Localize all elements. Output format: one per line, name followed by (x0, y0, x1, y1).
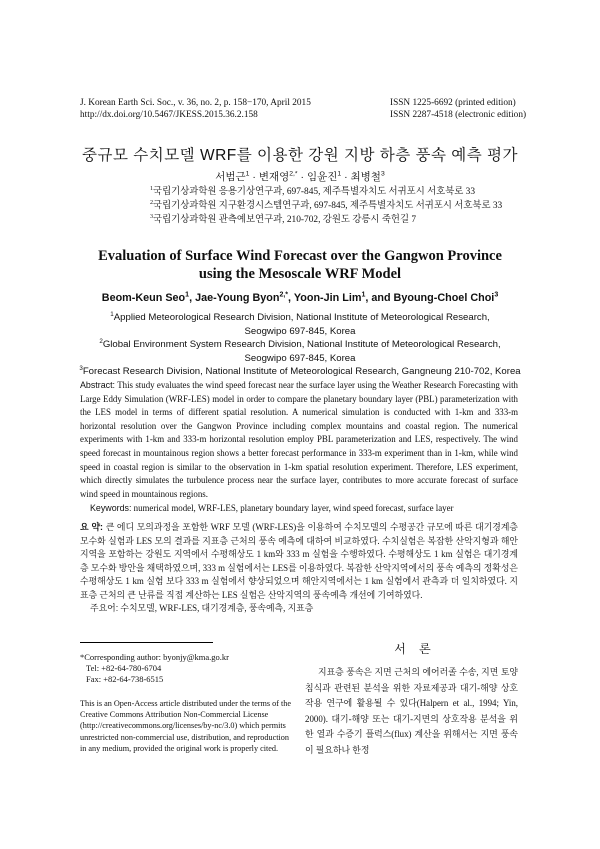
author-affil-mark: 1 (245, 170, 250, 178)
author-affil-mark: 3 (494, 291, 499, 299)
affiliation-mark: 1 (110, 310, 114, 318)
corresponding-fax: Fax: +82-64-738-6515 (86, 674, 164, 685)
author-affil-mark: 1 (337, 170, 342, 178)
affiliation-text: Applied Meteorological Research Division, National Institute of Meteorological Research, (113, 312, 490, 323)
korean-keywords (90, 601, 313, 614)
affiliation-line (150, 185, 502, 199)
introduction-text: 지표층 풍속은 지면 근처의 에어러졸 수송, 지면 토양 침식과 관련된 분석을 위한 자료제공과 대기-해양 상호 작용 연구에 활용될 수 있다(Halpern et al., 1994; Yin, 2000). 대기-해양 또는 대기-지면의 상호작용 분석을 위한 열과 수증기 플럭스(flux) 계산을 위해서는 지면 풍속이 필요하나 한정 (305, 667, 518, 755)
footnote-divider (80, 642, 213, 643)
affiliation-mark: 1 (150, 185, 154, 192)
korean-abstract-text: 큰 에디 모의과정을 포함한 WRF 모델 (WRF-LES)을 이용하여 수치모델의 수평공간 규모에 따른 대기경계층 모수화 실험과 LES 모의 결과를 지표층 근처의 풍속 예측에 대하여 비교하였다. 수치실험은 복잡한 산악지형과 해안지역을 포함하는 강원도 지역에서 수평해상도 1 km와 333 m 실험을 수행하였다. 수평해상도 1 km 실험은 대기경계층 모수화 방안을 채택하였으며, 333 m 실험에서는 LES를 이용하였다. 복잡한 산악지역에서의 풍속 예측의 정확성은 수평해상도 1 km 실험 보다 333 m 실험에서 향상되었으며 해안지역에서는 1 km 실험에서 관측과 더 일치하였다. 지표층 근처의 큰 난류를 직접 계산하는 LES 실험은 산악지역의 풍속예측 개선에 기여하였다. (80, 522, 518, 600)
affiliation-mark: 3 (150, 213, 154, 220)
author-name: 임윤진 (306, 171, 338, 183)
author-name: 서범근 (215, 171, 246, 183)
author-affil-mark: 2,* (279, 291, 289, 299)
section-heading-introduction: 서 론 (394, 642, 436, 656)
author-affil-mark: 3 (380, 170, 385, 178)
korean-keywords-text: 수치모델, WRF-LES, 대기경계층, 풍속예측, 지표층 (120, 603, 314, 613)
korean-authors (0, 169, 600, 184)
journal-citation (80, 97, 311, 121)
corresponding-email: *Corresponding author: byonjy@kma.go.kr (80, 652, 230, 662)
abstract-label: Abstract: (80, 380, 116, 390)
korean-title: 중규모 수치모델 WRF를 이용한 강원 지방 하층 풍속 예측 평가 (82, 147, 518, 164)
english-title (0, 247, 600, 283)
affiliation-mark: 2 (99, 337, 103, 345)
keywords-label: Keywords: (90, 503, 132, 513)
journal-reference: J. Korean Earth Sci. Soc., v. 36, no. 2, p. 158−170, April 2015 (80, 98, 311, 108)
author-name: Jae-Young Byon (195, 292, 280, 304)
author-separator: , and (365, 292, 394, 304)
author-separator: , (189, 292, 196, 304)
english-authors (0, 292, 600, 304)
affiliation-line (0, 311, 600, 325)
affiliation-line (0, 338, 600, 352)
keywords (90, 502, 518, 514)
affiliation-text: Global Environment System Research Division, National Institute of Meteorological Research, (102, 339, 501, 350)
korean-abstract (80, 521, 518, 603)
issn-block (390, 97, 526, 121)
english-title-line: using the Mesoscale WRF Model (198, 266, 402, 282)
affiliation-city: Seogwipo 697-845, Korea (244, 325, 356, 337)
affiliation-mark: 3 (79, 364, 83, 372)
corresponding-tel: Tel: +82-64-780-6704 (86, 663, 162, 674)
author-affil-mark: 2,* (289, 170, 298, 178)
korean-affiliations (150, 185, 502, 227)
affiliation-line (0, 365, 600, 379)
issn-print: ISSN 1225-6692 (printed edition) (390, 98, 516, 108)
issn-electronic: ISSN 2287-4518 (electronic edition) (390, 110, 527, 120)
author-name: Yoon-Jin Lim (293, 292, 362, 304)
affiliation-text: 국립기상과학원 지구환경시스템연구과, 697-845, 제주특별자치도 서귀포시 서호북로 33 (153, 201, 503, 211)
author-affil-mark: 1 (185, 291, 190, 299)
keywords-text: numerical model, WRF-LES, planetary boundary layer, wind speed forecast, surface layer (133, 503, 454, 513)
affiliation-text: 국립기상과학원 응용기상연구과, 697-845, 제주특별자치도 서귀포시 서호북로 33 (153, 187, 476, 197)
author-name: Beom-Keun Seo (101, 292, 186, 304)
english-affiliations (0, 311, 600, 379)
abstract (80, 379, 518, 501)
affiliation-text: 국립기상과학원 관측예보연구과, 210-702, 강원도 강릉시 죽헌길 7 (153, 215, 417, 225)
doi-link[interactable]: http://dx.doi.org/10.5467/JKESS.2015.36.2.158 (80, 110, 258, 120)
affiliation-line (150, 213, 502, 227)
author-separator: · (297, 171, 307, 183)
abstract-text: This study evaluates the wind speed forecast near the surface layer using the Weather Research Forecasting with Large Eddy Simulation (WRF-LES) model in order to compare the planetary boundary layer (PBL) parameterization with the LES model in terms of different spatial resolution. A numerical simulation is conducted with 1-km and 333-m horizontal resolution over the Gangwon Province including complex mountains and coastal region. The numerical experiments with 1-km and 333-m horizontal resolution employ PBL parameterization and LES, respectively. The wind speed forecast in mountainous region shows a better forecast performance in 333-m experiment than in 1-km, while wind speed in coastal region is similar to the observation in 1-km spatial resolution experiment. Therefore, LES experiment, which directly simulates the turbulence process near the surface layer, contributes to more accurate forecast of surface wind speed in mountainous regions. (80, 380, 518, 499)
license-note: This is an Open-Access article distributed under the terms of the Creative Commons Attribution Non-Commercial License (http://creativecommons.org/licenses/by-nc/3.0) which permits unrestricted non-commercial use, distribution, and reproduction in any medium, provided the original work is properly cited. (80, 699, 291, 753)
english-title-line: Evaluation of Surface Wind Forecast over the Gangwon Province (98, 248, 502, 264)
author-separator: , (288, 292, 294, 304)
author-affil-mark: 1 (361, 291, 366, 299)
affiliation-text: Forecast Research Division, National Institute of Meteorological Research, Gangneung 210-702, Korea (82, 366, 521, 377)
korean-keywords-label: 주요어: (90, 603, 119, 613)
affiliation-line (150, 199, 502, 213)
author-separator: · (341, 171, 351, 183)
corresponding-author (80, 652, 229, 686)
author-separator: · (249, 171, 259, 183)
author-name: Byoung-Choel Choi (393, 292, 495, 304)
author-name: 최병철 (350, 171, 381, 183)
author-name: 변재영 (258, 171, 290, 183)
korean-abstract-label: 요 약: (80, 522, 104, 532)
affiliation-city: Seogwipo 697-845, Korea (244, 352, 356, 364)
affiliation-mark: 2 (150, 199, 154, 206)
